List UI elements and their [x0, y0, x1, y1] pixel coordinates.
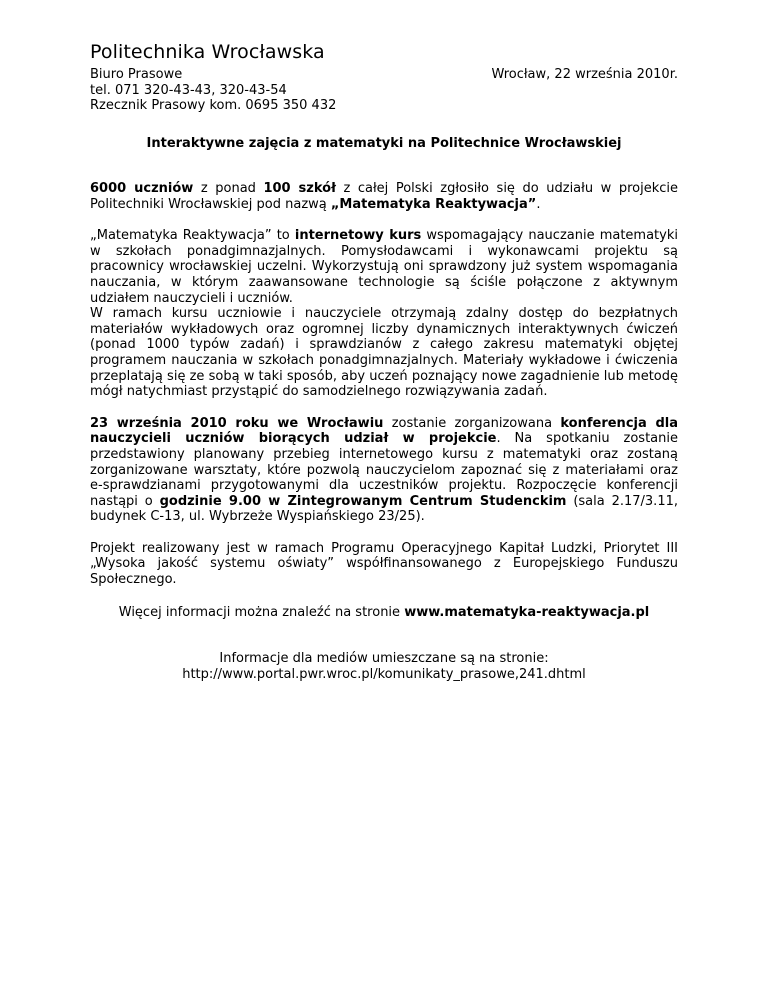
text-run: . Na spotkaniu zostanie przedstawiony planowany przebieg internetowego kursu z matematyki oraz zostaną zorganizowane warsztaty, które pozwolą nauczycielom zapoznać się z materiałami oraz e-sprawdzianami przygotowanymi dla uczestników projektu. Rozpoczęcie konferencji nastąpi o: [90, 431, 678, 509]
paragraph-funding: Projekt realizowany jest w ramach Programu Operacyjnego Kapitał Ludzki, Priorytet III „Wysoka jakość systemu oświaty” współfinansowanego z Europejskiego Funduszu Społecznego.: [90, 540, 678, 588]
paragraph-conference: [90, 416, 678, 525]
project-name: „Matematyka Reaktywacja”: [330, 196, 537, 212]
office-name: Biuro Prasowe: [90, 67, 183, 82]
organization-name: Politechnika Wrocławska: [90, 41, 325, 63]
conference-date: 23 września 2010 roku we Wrocławiu: [90, 415, 384, 431]
phone-numbers: tel. 071 320-43-43, 320-43-54: [90, 82, 287, 98]
project-website-link[interactable]: www.matematyka-reaktywacja.pl: [404, 604, 650, 620]
media-portal-link[interactable]: http://www.portal.pwr.wroc.pl/komunikaty_prasowe,241.dhtml: [182, 666, 586, 682]
text-run: z ponad: [193, 181, 264, 196]
course-type: internetowy kurs: [294, 228, 422, 244]
students-count: 6000 uczniów: [90, 181, 194, 196]
document-title: Interaktywne zajęcia z matematyki na Politechnice Wrocławskiej: [146, 136, 622, 151]
text-run: zostanie zorganizowana: [383, 415, 561, 431]
text-run: „Matematyka Reaktywacja” to: [90, 228, 295, 244]
press-release: [90, 40, 678, 682]
media-info-text: Informacje dla mediów umieszczane są na stronie:: [219, 651, 549, 667]
paragraph-intro: [90, 181, 678, 212]
more-info: [90, 605, 678, 621]
text-run: wspomagający nauczanie matematyki w szkołach ponadgimnazjalnych. Pomysłodawcami i wykonawcami projektu są pracownicy wrocławskiej uczelni. Wykorzystują oni sprawdzony już system wspomagania nauczania, w którym zaawansowane technologie są ściśle połączone z aktywnym udziałem nauczycieli i uczniów.: [90, 228, 678, 306]
schools-count: 100 szkół: [263, 181, 336, 196]
paragraph-materials: W ramach kursu uczniowie i nauczyciele otrzymają zdalny dostęp do bezpłatnych materiałów wykładowych oraz ogromnej liczby dynamicznych interaktywnych ćwiczeń (ponad 1000 typów zadań) i sprawdzianów z całego zakresu matematyki objętej programem nauczania w szkołach ponadgimnazjalnych. Materiały wykładowe i ćwiczenia przeplatają się ze sobą w taki sposób, aby uczeń poznający nowe zagadnienie lub metodę mógł natychmiast przystąpić do samodzielnego rozwiązywania zadań.: [90, 306, 678, 400]
header-block: [90, 67, 678, 115]
text-run: z całej Polski zgłosiło się do udziału w projekcie Politechniki Wrocławskiej pod nazwą: [90, 181, 678, 212]
conference-name: konferencja dla nauczycieli uczniów biorących udział w projekcie: [90, 415, 678, 447]
conference-time-place: godzinie 9.00 w Zintegrowanym Centrum Studenckim: [159, 493, 567, 509]
media-info: [90, 651, 678, 682]
text-run: Więcej informacji można znaleźć na stronie: [118, 604, 405, 620]
text-run: (sala 2.17/3.11, budynek C-13, ul. Wybrzeże Wyspiańskiego 23/25).: [90, 493, 678, 525]
spokesman-contact: Rzecznik Prasowy kom. 0695 350 432: [90, 98, 337, 114]
text-run: .: [536, 196, 541, 212]
dateline: Wrocław, 22 września 2010r.: [491, 67, 678, 82]
paragraph-course: [90, 228, 678, 306]
